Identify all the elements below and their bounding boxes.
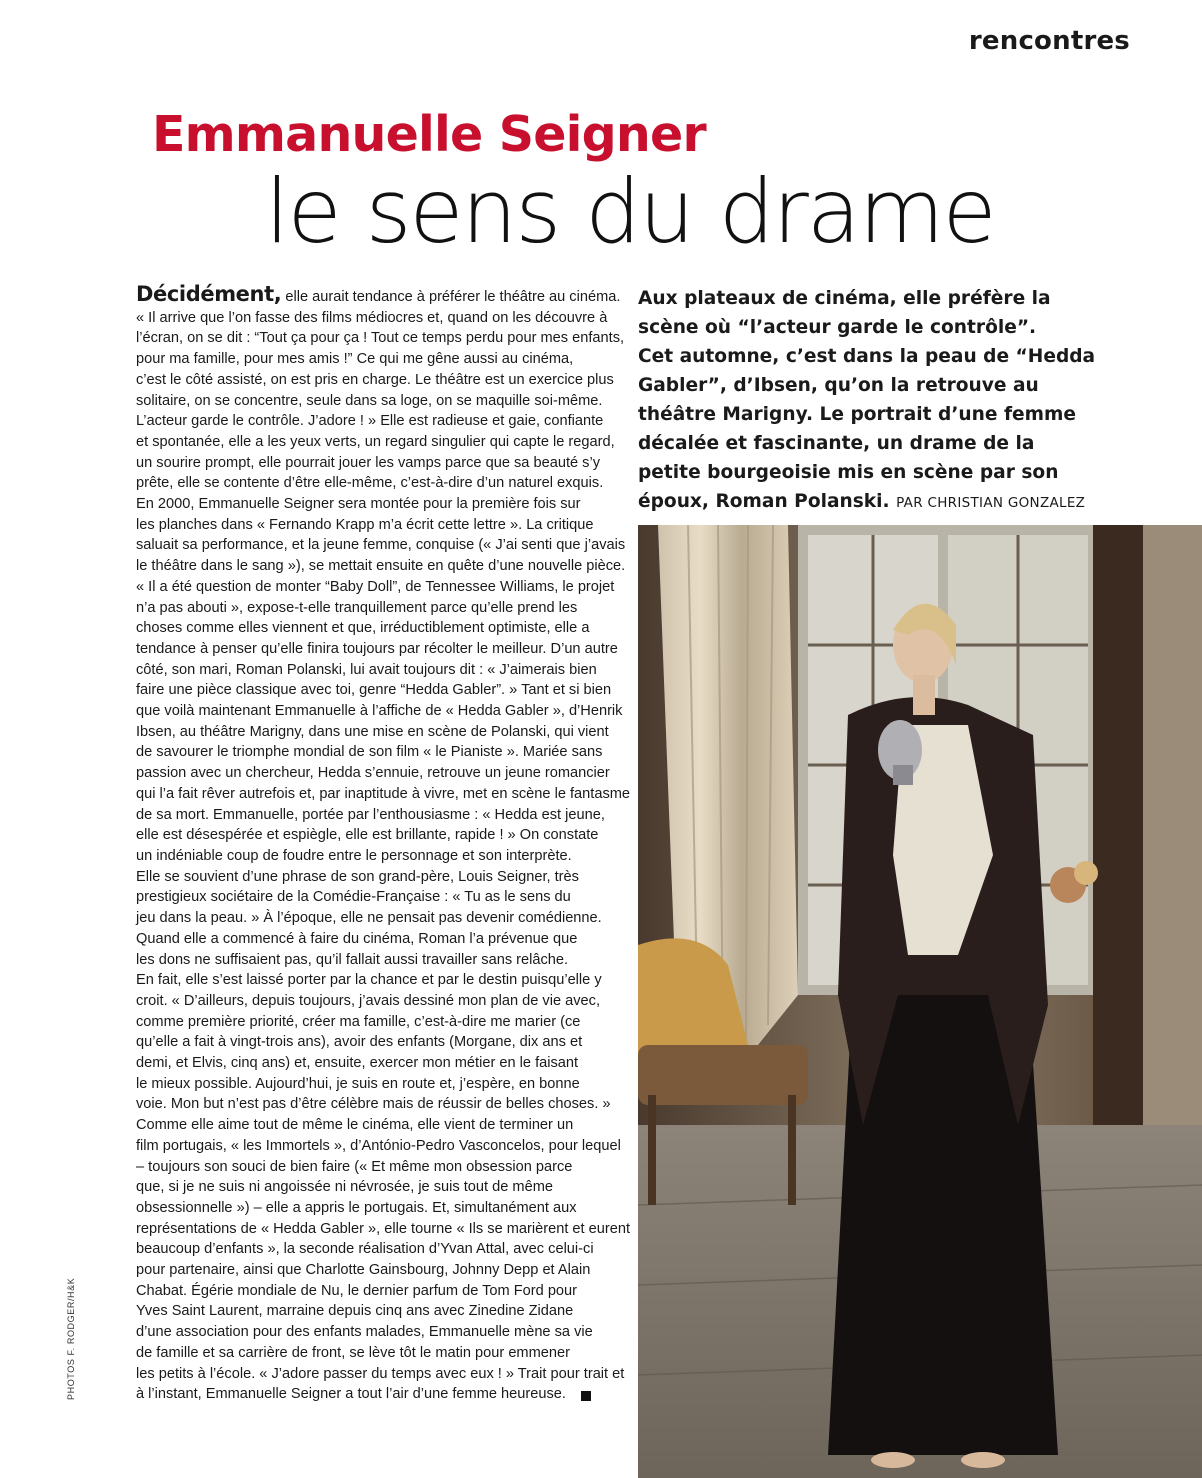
intro-line: Cet automne, c’est dans la peau de “Hedda bbox=[638, 346, 1096, 367]
article-intro bbox=[638, 284, 1108, 518]
intro-line: théâtre Marigny. Le portrait d’une femme bbox=[638, 404, 1077, 425]
body-line: de savourer le triomphe mondial de son film « le Pianiste ». Mariée sans bbox=[136, 744, 603, 761]
body-line: obsessionnelle ») – elle a appris le portugais. Et, simultanément aux bbox=[136, 1199, 577, 1216]
body-line: beaucoup d’enfants », la seconde réalisation d’Yvan Attal, avec celui-ci bbox=[136, 1241, 594, 1258]
article-photo bbox=[638, 525, 1202, 1478]
end-mark bbox=[581, 1391, 591, 1401]
body-line: « Il a été question de monter “Baby Doll”, de Tennessee Williams, le projet bbox=[136, 578, 615, 595]
body-first-line bbox=[136, 282, 621, 308]
body-line: Quand elle a commencé à faire du cinéma, Roman l’a prévenue que bbox=[136, 930, 578, 947]
body-line: n’a pas abouti », expose-t-elle tranquillement parce qu’elle prend les bbox=[136, 599, 578, 616]
body-line: tendance à penser qu’elle finira toujours par récolter le meilleur. D’un autre bbox=[136, 640, 618, 657]
section-label: rencontres bbox=[968, 26, 1130, 56]
article-title-subtitle: le sens du drame bbox=[265, 160, 995, 263]
first-line-rest: elle aurait tendance à préférer le théâtre au cinéma. bbox=[281, 289, 621, 305]
body-line: faire une pièce classique avec toi, genre “Hedda Gabler”. » Tant et si bien bbox=[136, 682, 612, 699]
body-last-line bbox=[136, 1384, 606, 1405]
body-line: – toujours son souci de bien faire (« Et même mon obsession parce bbox=[136, 1158, 573, 1175]
body-line: d’une association pour des enfants malades, Emmanuelle mène sa vie bbox=[136, 1324, 593, 1341]
body-line: qui l’a fait rêver autrefois et, par inaptitude à vivre, met en scène le fantasme bbox=[136, 785, 631, 802]
body-line: Elle se souvient d’une phrase de son grand-père, Louis Seigner, très bbox=[136, 868, 579, 885]
body-line: que voilà maintenant Emmanuelle à l’affiche de « Hedda Gabler », d’Henrik bbox=[136, 703, 623, 720]
body-line: elle est désespérée et espiègle, elle est brillante, rapide ! » On constate bbox=[136, 827, 599, 844]
body-line: saluait sa performance, et la jeune femme, conquise (« J’ai senti que j’avais bbox=[136, 537, 626, 554]
body-line: qu’elle a fait à vingt-trois ans), avoir des enfants (Morgane, dix ans et bbox=[136, 1034, 583, 1051]
byline: PAR CHRISTIAN GONZALEZ bbox=[896, 495, 1086, 511]
photo-credit: PHOTOS F. RODGER/H&K bbox=[66, 1277, 76, 1400]
intro-line: petite bourgeoisie mis en scène par son bbox=[638, 462, 1059, 483]
body-line: le mieux possible. Aujourd’hui, je suis en route et, j’espère, en bonne bbox=[136, 1075, 580, 1092]
body-line: prête, elle se contente d’être elle-même, c’est-à-dire d’un naturel exquis. bbox=[136, 475, 604, 492]
intro-line: Aux plateaux de cinéma, elle préfère la bbox=[638, 288, 1051, 309]
body-line: côté, son mari, Roman Polanski, lui avait toujours dit : « J’aimerais bien bbox=[136, 661, 597, 678]
body-line: que, si je ne suis ni angoissée ni névrosée, je suis tout de même bbox=[136, 1179, 553, 1196]
body-line: le théâtre dans le sang »), se mettait ensuite en quête d’une nouvelle pièce. bbox=[136, 558, 626, 575]
body-line: les dons ne suffisaient pas, qu’il fallait aussi travailler sans relâche. bbox=[136, 951, 569, 968]
body-line: de famille et sa carrière de front, se lève tôt le matin pour emmener bbox=[136, 1344, 570, 1361]
body-line: les planches dans « Fernando Krapp m’a écrit cette lettre ». La critique bbox=[136, 516, 594, 533]
body-line: jeu dans la peau. » À l’époque, elle ne pensait pas devenir comédienne. bbox=[136, 910, 602, 927]
body-line: représentations de « Hedda Gabler », elle tourne « Ils se marièrent et eurent bbox=[136, 1220, 631, 1237]
intro-line: Gabler”, d’Ibsen, qu’on la retrouve au bbox=[638, 375, 1039, 396]
body-line: Yves Saint Laurent, marraine depuis cinq ans avec Zinedine Zidane bbox=[136, 1303, 574, 1320]
body-line: Chabat. Égérie mondiale de Nu, le dernier parfum de Tom Ford pour bbox=[136, 1282, 578, 1299]
body-line: un indéniable coup de foudre entre le personnage et son interprète. bbox=[136, 847, 572, 864]
body-line: L’acteur garde le contrôle. J’adore ! » Elle est radieuse et gaie, confiante bbox=[136, 413, 604, 430]
body-line: choses comme elles viennent et que, irréductiblement optimiste, elle a bbox=[136, 620, 590, 637]
body-line: de sa mort. Emmanuelle, portée par l’enthousiasme : « Hedda est jeune, bbox=[136, 806, 605, 823]
body-line: En 2000, Emmanuelle Seigner sera montée pour la première fois sur bbox=[136, 496, 581, 513]
body-line: voie. Mon but n’est pas d’être célèbre mais de réussir de belles choses. » bbox=[136, 1096, 611, 1113]
body-line: pour partenaire, ainsi que Charlotte Gainsbourg, Johnny Depp et Alain bbox=[136, 1262, 591, 1279]
body-line: En fait, elle s’est laissé porter par la chance et par le destin puisqu’elle y bbox=[136, 972, 602, 989]
body-line: croit. « D’ailleurs, depuis toujours, j’avais dessiné mon plan de vie avec, bbox=[136, 992, 600, 1009]
intro-last-text: époux, Roman Polanski. bbox=[638, 491, 890, 512]
lead-word: Décidément, bbox=[136, 282, 282, 306]
body-line: demi, et Elvis, cinq ans) et, ensuite, exercer mon métier en le faisant bbox=[136, 1055, 579, 1072]
body-line: et spontanée, elle a les yeux verts, un regard singulier qui capte le regard, bbox=[136, 433, 615, 450]
body-line: film portugais, « les Immortels », d’António-Pedro Vasconcelos, pour lequel bbox=[136, 1137, 621, 1154]
body-line: Comme elle aime tout de même le cinéma, elle vient de terminer un bbox=[136, 1117, 574, 1134]
body-line: comme première priorité, créer ma famille, c’est-à-dire me marier (ce bbox=[136, 1013, 581, 1030]
body-line: l’écran, on se dit : “Tout ça pour ça ! Tout ce temps perdu pour mes enfants, bbox=[136, 330, 625, 347]
article-body bbox=[136, 282, 631, 1405]
body-line: un sourire prompt, elle pourrait jouer les vamps parce que sa beauté s’y bbox=[136, 454, 600, 471]
photo-illustration bbox=[638, 525, 1202, 1478]
body-line: Ibsen, au théâtre Marigny, dans une mise en scène de Polanski, qui vient bbox=[136, 723, 609, 740]
intro-lines bbox=[638, 284, 1108, 487]
body-line: solitaire, on se concentre, seule dans sa loge, on se maquille soi-même. bbox=[136, 392, 603, 409]
body-line: « Il arrive que l’on fasse des films médiocres et, quand on les découvre à bbox=[136, 309, 608, 326]
body-line: les petits à l’école. « J’adore passer du temps avec eux ! » Trait pour trait et bbox=[136, 1365, 625, 1382]
body-line: c’est le côté assisté, on est pris en charge. Le théâtre est un exercice plus bbox=[136, 371, 614, 388]
intro-line: scène où “l’acteur garde le contrôle”. bbox=[638, 317, 1037, 338]
body-line: pour ma famille, pour mes amis !” Ce qui me gêne aussi au cinéma, bbox=[136, 351, 574, 368]
body-line: passion avec un chercheur, Hedda s’ennuie, retrouve un jeune romancier bbox=[136, 765, 610, 782]
body-line: prestigieux sociétaire de la Comédie-Française : « Tu as le sens du bbox=[136, 889, 571, 906]
intro-last-line bbox=[638, 487, 1108, 518]
article-title-name: Emmanuelle Seigner bbox=[152, 106, 706, 163]
body-last-line-text: à l’instant, Emmanuelle Seigner a tout l’air d’une femme heureuse. bbox=[136, 1386, 566, 1403]
body-lines bbox=[136, 308, 631, 1385]
intro-line: décalée et fascinante, un drame de la bbox=[638, 433, 1035, 454]
